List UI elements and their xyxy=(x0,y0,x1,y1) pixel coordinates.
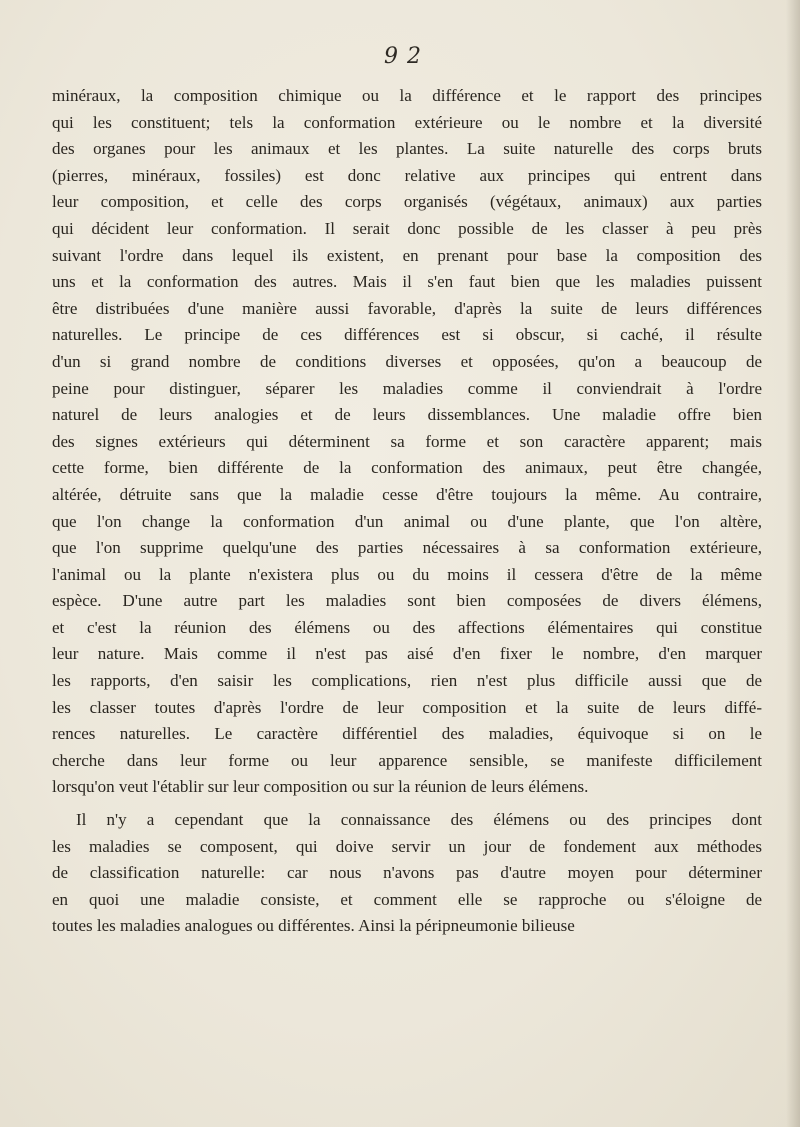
text-line: suivant l'ordre dans lequel ils existent, en prenant pour base la composition des xyxy=(52,245,762,265)
text-line: espèce. D'une autre part les maladies sont bien composées de divers élémens, xyxy=(52,591,762,611)
paragraph-2 xyxy=(52,807,762,940)
text-line: des signes extérieurs qui déterminent sa forme et son caractère apparent; mais xyxy=(52,431,762,451)
text-line: peine pour distinguer, séparer les maladies comme il conviendrait à l'ordre xyxy=(52,378,762,398)
page-edge-shadow xyxy=(786,0,800,1127)
text-line: l'animal ou la plante n'existera plus ou du moins il cessera d'être de la même xyxy=(52,564,762,584)
text-line: et c'est la réunion des élémens ou des affections élémentaires qui constitue xyxy=(52,617,762,637)
text-line: leur nature. Mais comme il n'est pas aisé d'en fixer le nombre, d'en marquer xyxy=(52,644,762,664)
text-line: rences naturelles. Le caractère différentiel des maladies, équivoque si on le xyxy=(52,724,762,744)
text-line: leur composition, et celle des corps organisés (végétaux, animaux) aux parties xyxy=(52,192,762,212)
text-line: cherche dans leur forme ou leur apparence sensible, se manifeste difficilement xyxy=(52,750,762,770)
text-line: de classification naturelle: car nous n'avons pas d'autre moyen pour déterminer xyxy=(52,863,762,883)
text-line: Il n'y a cependant que la connaissance des élémens ou des principes dont xyxy=(76,810,762,830)
text-line: minéraux, la composition chimique ou la différence et le rapport des principes xyxy=(52,86,762,105)
text-line: d'un si grand nombre de conditions diverses et opposées, qu'on a beaucoup de xyxy=(52,351,762,371)
text-line: uns et la conformation des autres. Mais il s'en faut bien que les maladies puissent xyxy=(52,272,762,292)
text-line: (pierres, minéraux, fossiles) est donc relative aux principes qui entrent dans xyxy=(52,165,762,185)
text-line: naturel de leurs analogies et de leurs dissemblances. Une maladie offre bien xyxy=(52,405,762,425)
text-line: les rapports, d'en saisir les complications, rien n'est plus difficile aussi que de xyxy=(52,671,762,691)
text-line: naturelles. Le principe de ces différences est si obscur, si caché, il résulte xyxy=(52,325,762,345)
text-line: des organes pour les animaux et les plantes. La suite naturelle des corps bruts xyxy=(52,139,762,159)
text-line: être distribuées d'une manière aussi favorable, d'après la suite de leurs différences xyxy=(52,298,762,318)
text-line: que l'on change la conformation d'un animal ou d'une plante, que l'on altère, xyxy=(52,511,762,531)
text-line: les classer toutes d'après l'ordre de leur composition et la suite de leurs diffé- xyxy=(52,697,762,717)
text-line: altérée, détruite sans que la maladie cesse d'être toujours la même. Au contraire, xyxy=(52,484,762,504)
text-line: qui décident leur conformation. Il serait donc possible de les classer à peu près xyxy=(52,218,762,238)
page-number: 9 2 xyxy=(384,44,422,69)
text-line: toutes les maladies analogues ou différentes. Ainsi la péripneumonie bilieuse xyxy=(52,916,575,936)
body-text xyxy=(52,83,762,940)
text-line: lorsqu'on veut l'établir sur leur composition ou sur la réunion de leurs élémens. xyxy=(52,777,589,797)
text-line: qui les constituent; tels la conformation extérieure ou le nombre et la diversité xyxy=(52,112,762,132)
paragraph-1 xyxy=(52,83,762,801)
text-line: en quoi une maladie consiste, et comment elle se rapproche ou s'éloigne de xyxy=(52,889,762,909)
text-line: cette forme, bien différente de la conformation des animaux, peut être changée, xyxy=(52,458,762,478)
text-line: que l'on supprime quelqu'une des parties nécessaires à sa conformation extérieure, xyxy=(52,538,762,558)
text-line: les maladies se composent, qui doive servir un jour de fondement aux méthodes xyxy=(52,836,762,856)
